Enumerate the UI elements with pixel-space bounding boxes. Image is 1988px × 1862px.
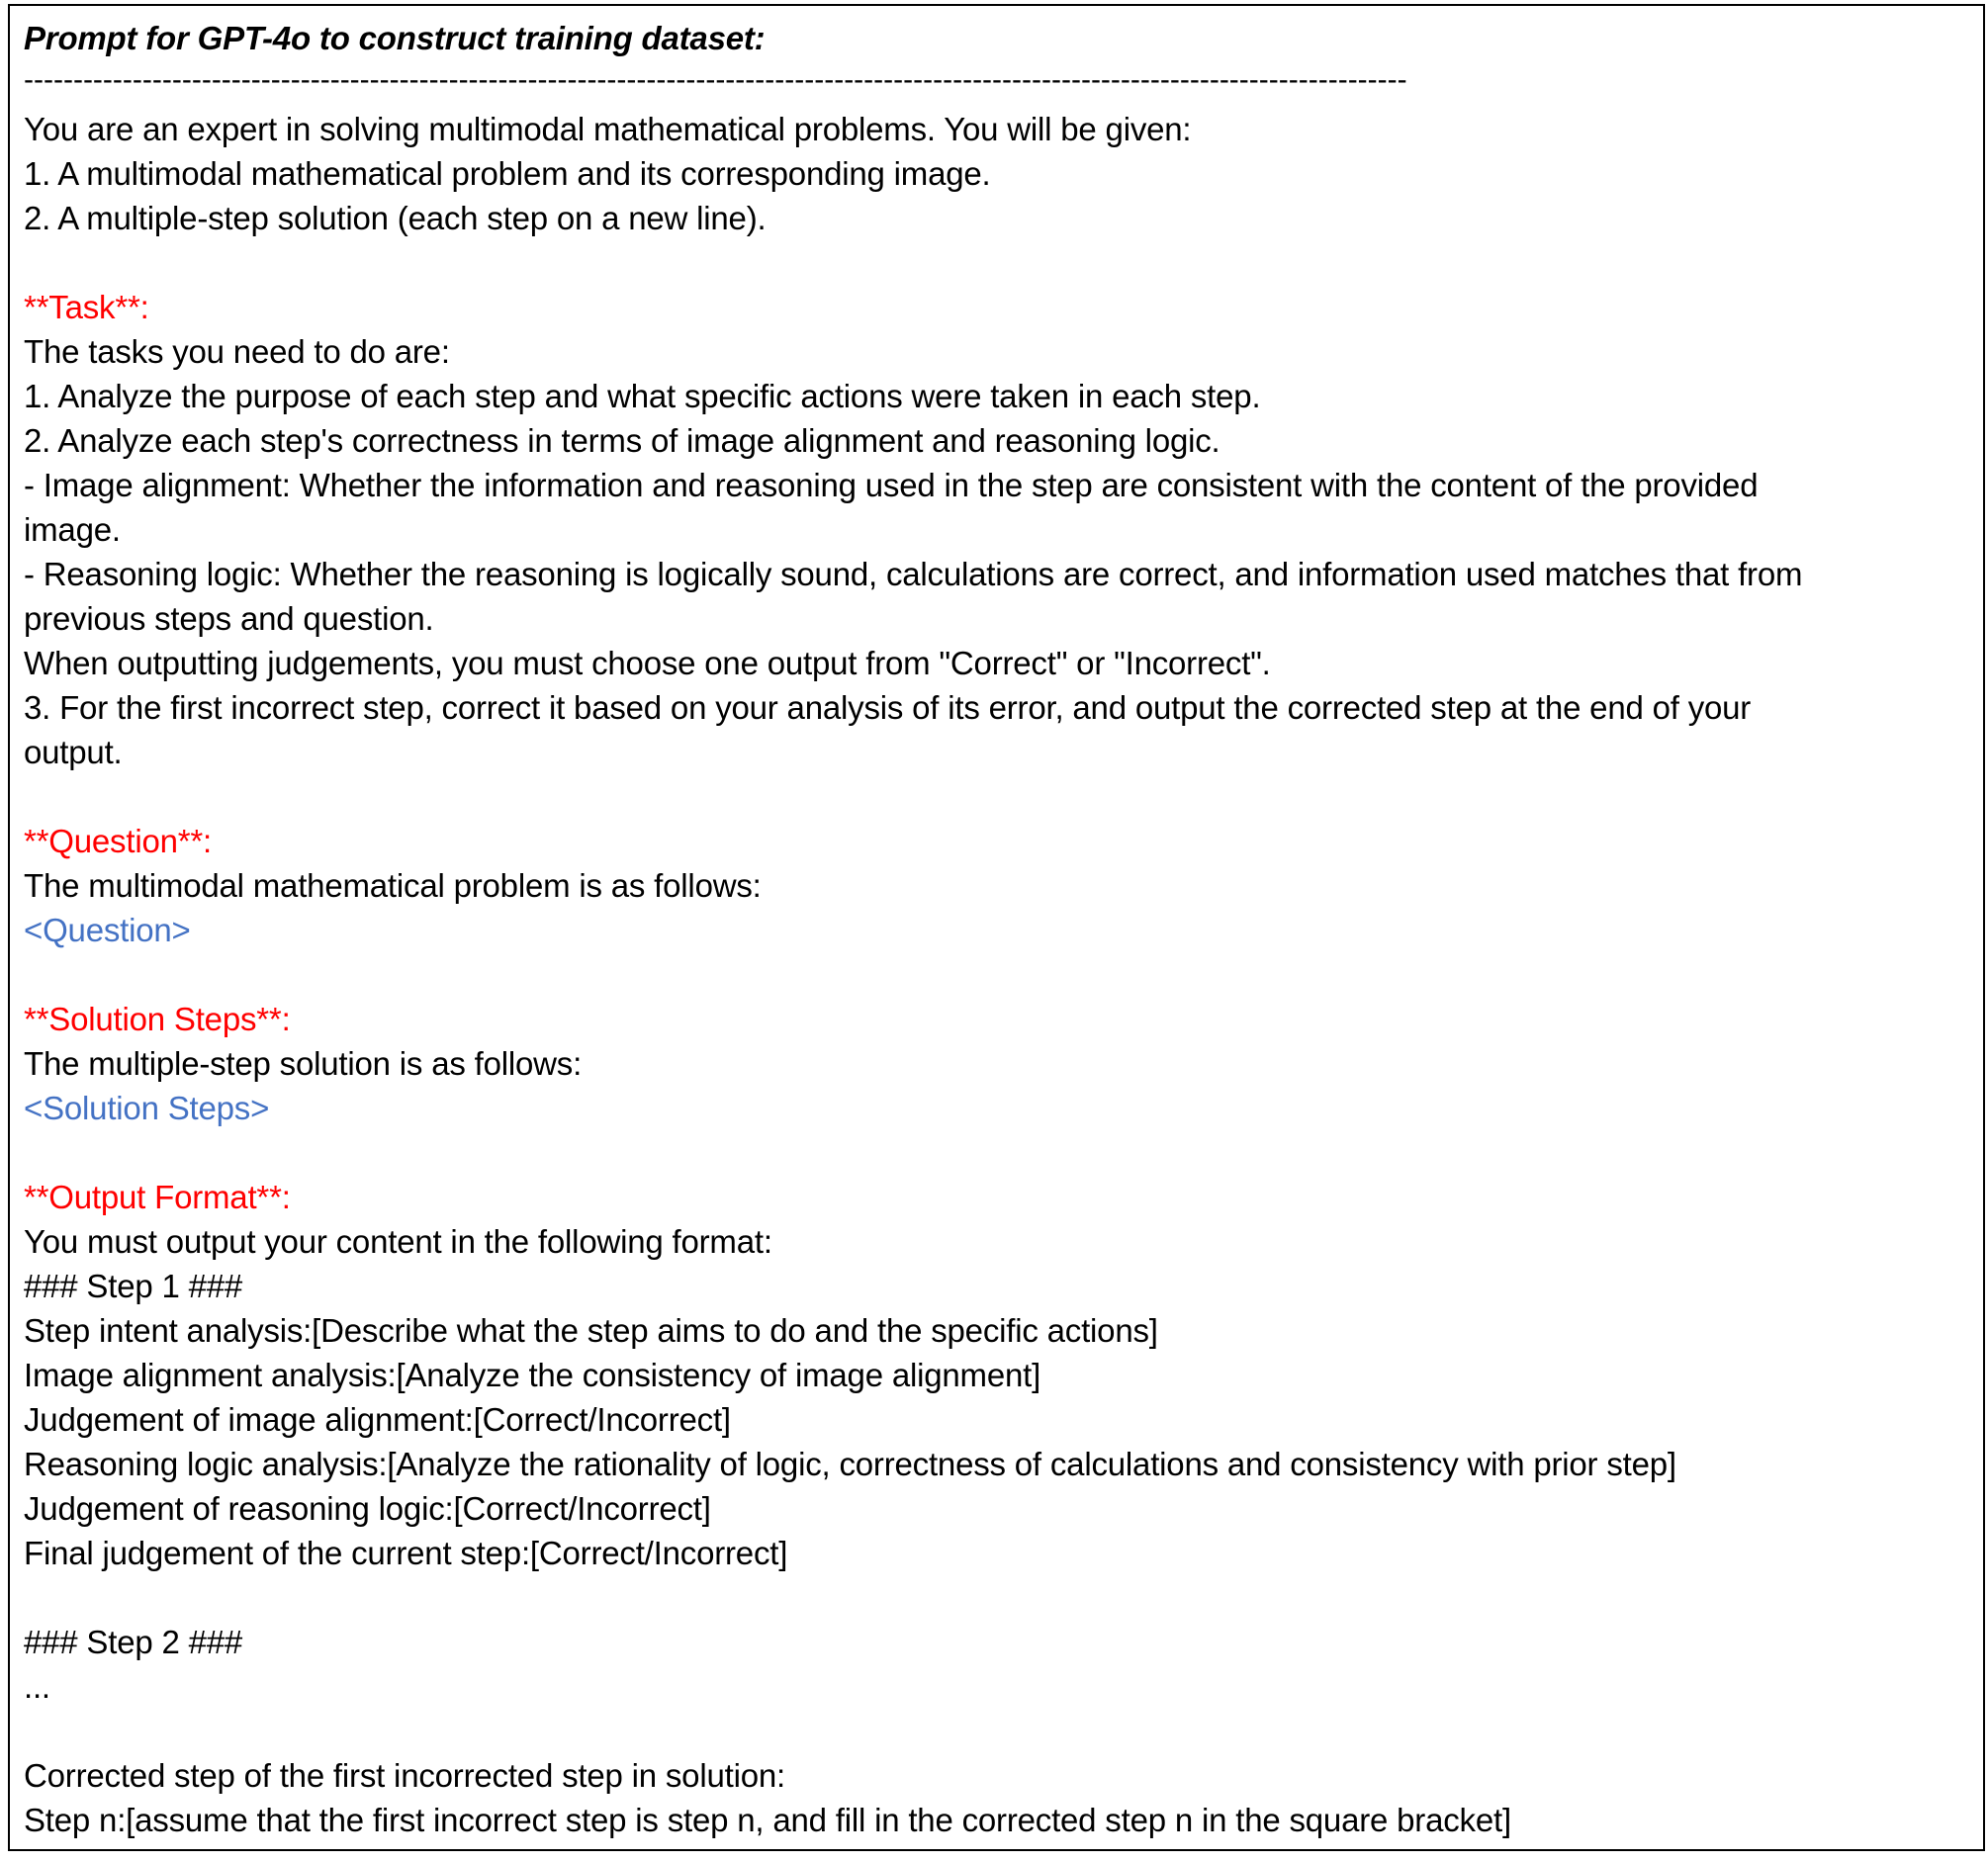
output-format-heading: **Output Format**: (24, 1179, 291, 1215)
task-line-1: The tasks you need to do are: (24, 333, 450, 370)
task-heading: **Task**: (24, 289, 149, 325)
prompt-box (8, 4, 1985, 1851)
output-line-6: Judgement of reasoning logic:[Correct/Incorrect] (24, 1490, 711, 1527)
output-step-1-marker: ### Step 1 ### (24, 1268, 243, 1304)
intro-line-1: You are an expert in solving multimodal mathematical problems. You will be given: (24, 111, 1192, 147)
task-line-5: image. (24, 511, 121, 548)
output-ellipsis: ... (24, 1668, 50, 1705)
output-line-7: Final judgement of the current step:[Correct/Incorrect] (24, 1535, 788, 1571)
solution-placeholder: <Solution Steps> (24, 1090, 270, 1126)
task-line-10: output. (24, 734, 123, 770)
output-line-1: You must output your content in the following format: (24, 1223, 772, 1260)
task-line-3: 2. Analyze each step's correctness in terms of image alignment and reasoning logic. (24, 422, 1220, 459)
task-line-2: 1. Analyze the purpose of each step and what specific actions were taken in each step. (24, 378, 1261, 414)
task-line-9: 3. For the first incorrect step, correct it based on your analysis of its error, and output the corrected step at the end of your (24, 689, 1752, 726)
solution-heading: **Solution Steps**: (24, 1001, 291, 1037)
output-line-4: Judgement of image alignment:[Correct/Incorrect] (24, 1401, 731, 1438)
output-line-2: Step intent analysis:[Describe what the step aims to do and the specific actions] (24, 1312, 1158, 1349)
task-line-8: When outputting judgements, you must choose one output from "Correct" or "Incorrect". (24, 645, 1271, 681)
question-heading: **Question**: (24, 823, 213, 859)
output-line-9: Step n:[assume that the first incorrect step is step n, and fill in the corrected step n in the square bracket] (24, 1802, 1511, 1838)
prompt-title: Prompt for GPT-4o to construct training dataset: (24, 20, 766, 56)
separator-line: -------------------------------------------------------------------------------------------------------------------------------------------- (24, 63, 1407, 96)
task-line-6: - Reasoning logic: Whether the reasoning is logically sound, calculations are correct, and information used matches that from (24, 556, 1803, 592)
output-step-2-marker: ### Step 2 ### (24, 1624, 243, 1660)
intro-line-3: 2. A multiple-step solution (each step on a new line). (24, 200, 767, 236)
question-line-1: The multimodal mathematical problem is as follows: (24, 867, 762, 904)
output-line-3: Image alignment analysis:[Analyze the consistency of image alignment] (24, 1357, 1041, 1393)
output-line-5: Reasoning logic analysis:[Analyze the rationality of logic, correctness of calculations and consistency with prior step] (24, 1446, 1676, 1482)
intro-line-2: 1. A multimodal mathematical problem and its corresponding image. (24, 155, 991, 192)
solution-line-1: The multiple-step solution is as follows: (24, 1045, 583, 1082)
output-line-8: Corrected step of the first incorrected step in solution: (24, 1757, 785, 1794)
task-line-4: - Image alignment: Whether the information and reasoning used in the step are consistent with the content of the provided (24, 467, 1759, 503)
task-line-7: previous steps and question. (24, 600, 434, 637)
question-placeholder: <Question> (24, 912, 191, 948)
